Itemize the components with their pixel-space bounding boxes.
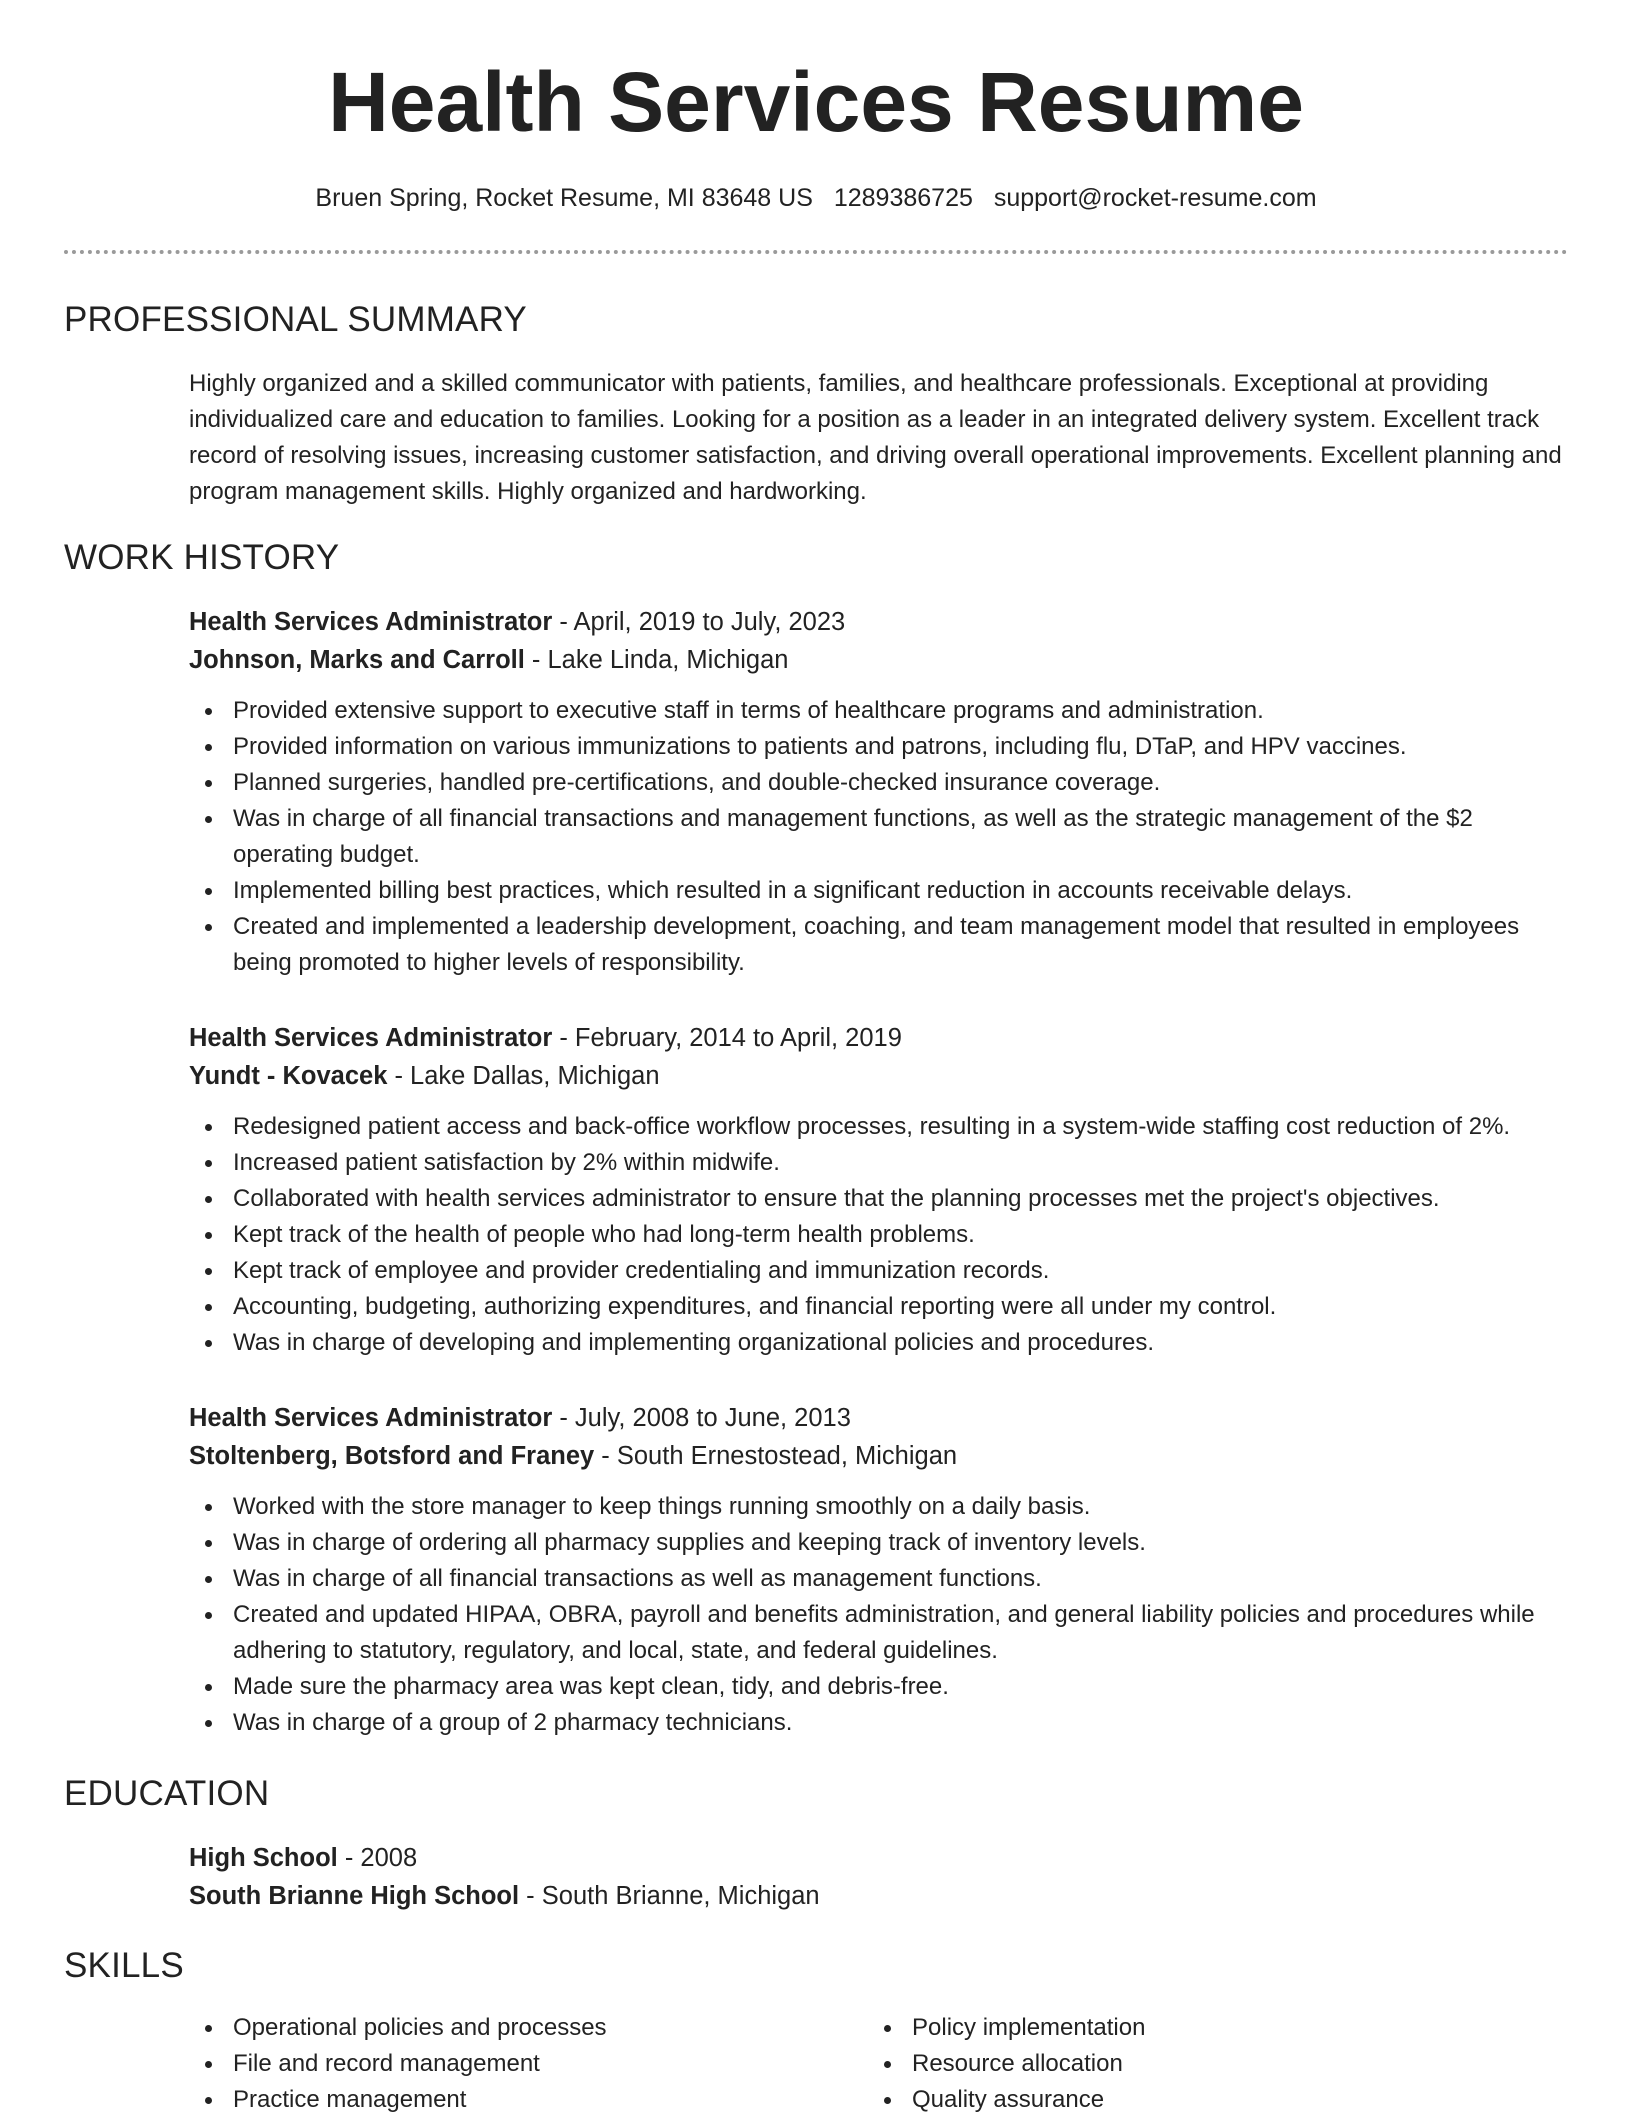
- job-company: Stoltenberg, Botsford and Franey: [189, 1442, 595, 1470]
- list-item: Was in charge of developing and implementing organizational policies and procedures.: [189, 1325, 1574, 1361]
- list-item: Kept track of the health of people who had long-term health problems.: [189, 1217, 1574, 1253]
- skills-column-right: [868, 2010, 1508, 2118]
- job-duties-list: [189, 693, 1574, 981]
- skill-item: Quality assurance: [868, 2082, 1508, 2118]
- list-item: Was in charge of all financial transactions and management functions, as well as the strategic management of the $2 operating budget.: [189, 801, 1574, 873]
- education-school-line: [189, 1877, 1574, 1915]
- job-location: - Lake Linda, Michigan: [524, 646, 789, 674]
- header-divider: [64, 250, 1568, 254]
- skill-item: File and record management: [189, 2046, 829, 2082]
- list-item: Redesigned patient access and back-office workflow processes, resulting in a system-wide staffing cost reduction of 2%.: [189, 1109, 1574, 1145]
- list-item: Provided information on various immunizations to patients and patrons, including flu, DTaP, and HPV vaccines.: [189, 729, 1574, 765]
- skill-item: Resource allocation: [868, 2046, 1508, 2082]
- list-item: Collaborated with health services administrator to ensure that the planning processes met the project's objectives.: [189, 1181, 1574, 1217]
- contact-email: support@rocket-resume.com: [993, 184, 1317, 212]
- skills-list: [868, 2010, 1508, 2118]
- job-title: Health Services Administrator: [189, 1404, 553, 1432]
- job-company: Johnson, Marks and Carroll: [189, 646, 525, 674]
- contact-address: Bruen Spring, Rocket Resume, MI 83648 US: [315, 184, 813, 212]
- list-item: Created and implemented a leadership development, coaching, and team management model that resulted in employees being promoted to higher levels of responsibility.: [189, 909, 1574, 981]
- skill-item: Policy implementation: [868, 2010, 1508, 2046]
- list-item: Was in charge of all financial transactions as well as management functions.: [189, 1561, 1574, 1597]
- job-entry: [189, 1019, 1574, 1361]
- job-duties-list: [189, 1109, 1574, 1361]
- job-entry: [189, 603, 1574, 981]
- job-dates: - February, 2014 to April, 2019: [552, 1024, 902, 1052]
- job-title-line: [189, 1019, 1574, 1057]
- section-title-education: EDUCATION: [64, 1774, 270, 1813]
- skill-item: Operational policies and processes: [189, 2010, 829, 2046]
- job-title-line: [189, 603, 1574, 641]
- job-dates: - July, 2008 to June, 2013: [552, 1404, 851, 1432]
- job-company-line: [189, 1057, 1574, 1095]
- job-dates: - April, 2019 to July, 2023: [552, 608, 846, 636]
- job-title: Health Services Administrator: [189, 608, 553, 636]
- list-item: Made sure the pharmacy area was kept clean, tidy, and debris-free.: [189, 1669, 1574, 1705]
- list-item: Implemented billing best practices, which resulted in a significant reduction in accounts receivable delays.: [189, 873, 1574, 909]
- resume-title: Health Services Resume: [328, 55, 1304, 149]
- job-company-line: [189, 641, 1574, 679]
- job-location: - Lake Dallas, Michigan: [387, 1062, 660, 1090]
- section-title-work-history: WORK HISTORY: [64, 538, 340, 577]
- section-title-summary: PROFESSIONAL SUMMARY: [64, 300, 527, 339]
- skill-item: Practice management: [189, 2082, 829, 2118]
- education-degree: High School: [189, 1844, 338, 1872]
- education-year: - 2008: [337, 1844, 418, 1872]
- list-item: Accounting, budgeting, authorizing expenditures, and financial reporting were all under my control.: [189, 1289, 1574, 1325]
- education-location: - South Brianne, Michigan: [519, 1882, 820, 1910]
- summary-text: Highly organized and a skilled communicator with patients, families, and healthcare professionals. Exceptional at providing individualized care and education to families. Looking for a position as a leader in an integrated delivery system. Excellent track record of resolving issues, increasing customer satisfaction, and driving overall operational improvements. Excellent planning and program management skills. Highly organized and hardworking.: [189, 370, 1562, 505]
- contact-line: [0, 180, 1632, 216]
- job-company-line: [189, 1437, 1574, 1475]
- job-duties-list: [189, 1489, 1574, 1741]
- list-item: Was in charge of ordering all pharmacy supplies and keeping track of inventory levels.: [189, 1525, 1574, 1561]
- skills-column-left: [189, 2010, 829, 2118]
- job-location: - South Ernestostead, Michigan: [594, 1442, 958, 1470]
- list-item: Worked with the store manager to keep things running smoothly on a daily basis.: [189, 1489, 1574, 1525]
- job-title-line: [189, 1399, 1574, 1437]
- education-degree-line: [189, 1839, 1574, 1877]
- education-entry: [189, 1839, 1574, 1915]
- education-school: South Brianne High School: [189, 1882, 520, 1910]
- contact-phone: 1289386725: [833, 184, 973, 212]
- list-item: Increased patient satisfaction by 2% within midwife.: [189, 1145, 1574, 1181]
- job-entry: [189, 1399, 1574, 1741]
- job-title: Health Services Administrator: [189, 1024, 553, 1052]
- job-company: Yundt - Kovacek: [189, 1062, 388, 1090]
- section-title-skills: SKILLS: [64, 1946, 184, 1985]
- list-item: Was in charge of a group of 2 pharmacy technicians.: [189, 1705, 1574, 1741]
- list-item: Kept track of employee and provider credentialing and immunization records.: [189, 1253, 1574, 1289]
- list-item: Created and updated HIPAA, OBRA, payroll and benefits administration, and general liability policies and procedures while adhering to statutory, regulatory, and local, state, and federal guidelines.: [189, 1597, 1574, 1669]
- skills-list: [189, 2010, 829, 2118]
- list-item: Provided extensive support to executive staff in terms of healthcare programs and administration.: [189, 693, 1574, 729]
- list-item: Planned surgeries, handled pre-certifications, and double-checked insurance coverage.: [189, 765, 1574, 801]
